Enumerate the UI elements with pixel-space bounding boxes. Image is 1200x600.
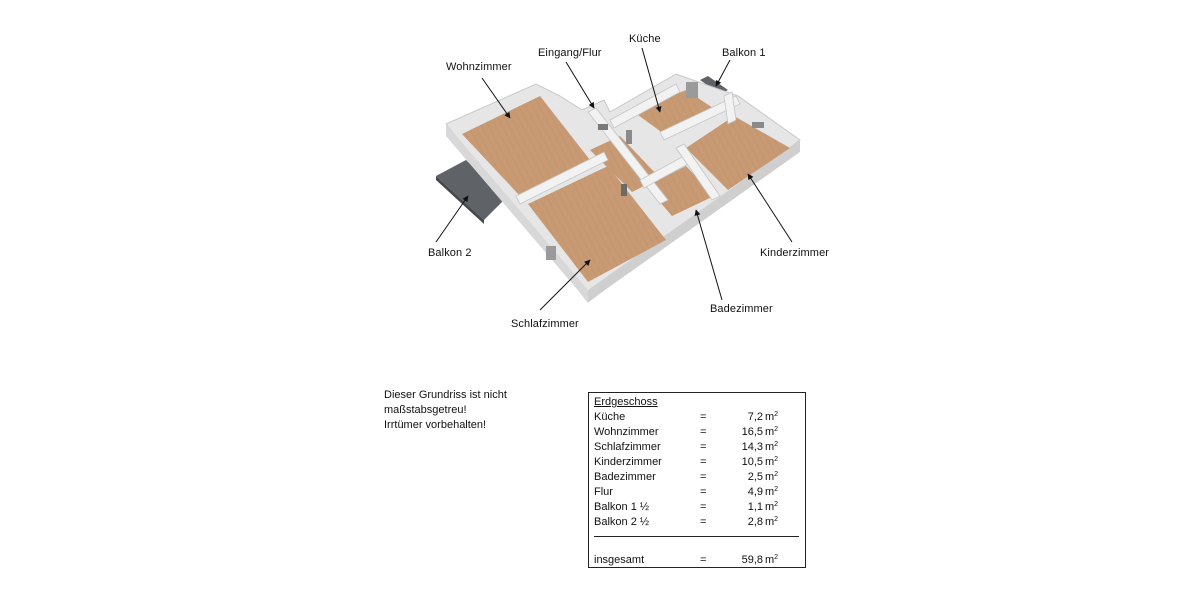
row-value: 4,9 (747, 486, 763, 498)
arrow-balkon1 (716, 60, 730, 86)
label-balkon-2: Balkon 2 (428, 247, 472, 259)
label-kueche: Küche (629, 33, 661, 45)
table-row (594, 456, 799, 470)
row-unit: $m^2$ (765, 441, 779, 453)
label-schlafzimmer: Schlafzimmer (511, 318, 579, 330)
label-kinderzimmer: Kinderzimmer (760, 247, 830, 259)
row-equals: = (700, 486, 707, 498)
total-label: insgesamt (594, 554, 645, 566)
arrow-eingang (566, 62, 594, 108)
table-row (594, 411, 799, 425)
row-unit: $m^2$ (765, 486, 779, 498)
row-name: Kinderzimmer (594, 456, 662, 468)
arrow-balkon2 (436, 196, 468, 242)
row-value: 10,5 (741, 456, 763, 468)
label-wohnzimmer: Wohnzimmer (446, 61, 512, 73)
table-total-row (594, 554, 799, 568)
table-divider (594, 536, 799, 537)
table-row (594, 471, 799, 485)
row-value: 2,5 (747, 471, 763, 483)
table-row (594, 501, 799, 515)
disclaimer-note (384, 388, 507, 433)
arrow-kinderzimmer (748, 174, 792, 242)
total-equals: = (700, 554, 707, 566)
table-row (594, 426, 799, 440)
row-equals: = (700, 411, 707, 423)
row-name: Balkon 1 ½ (594, 501, 650, 513)
total-unit: $m^2$ (765, 554, 779, 566)
row-name: Flur (594, 486, 613, 498)
row-value: 1,1 (747, 501, 763, 513)
disclaimer-line: maßstabsgetreu! (384, 404, 467, 416)
row-unit: $m^2$ (765, 516, 779, 528)
label-badezimmer: Badezimmer (710, 303, 773, 315)
row-name: Balkon 2 ½ (594, 516, 650, 528)
table-row (594, 516, 799, 530)
row-name: Wohnzimmer (594, 426, 659, 438)
row-unit: $m^2$ (765, 471, 779, 483)
total-value: 59,8 (741, 554, 763, 566)
row-equals: = (700, 501, 707, 513)
row-equals: = (700, 426, 707, 438)
disclaimer-line: Dieser Grundriss ist nicht (384, 389, 507, 401)
row-equals: = (700, 456, 707, 468)
row-value: 7,2 (747, 411, 763, 423)
row-value: 2,8 (747, 516, 763, 528)
label-balkon-1: Balkon 1 (722, 47, 766, 59)
table-heading: Erdgeschoss (594, 396, 658, 408)
row-value: 14,3 (741, 441, 763, 453)
disclaimer-line: Irrtümer vorbehalten! (384, 419, 487, 431)
row-name: Schlafzimmer (594, 441, 661, 453)
table-row (594, 441, 799, 455)
row-unit: $m^2$ (765, 501, 779, 513)
row-name: Küche (594, 411, 626, 423)
arrow-badezimmer (696, 210, 722, 300)
area-table (588, 392, 806, 568)
row-name: Badezimmer (594, 471, 656, 483)
row-equals: = (700, 516, 707, 528)
label-eingang-flur: Eingang/Flur (538, 47, 602, 59)
table-row (594, 486, 799, 500)
row-unit: $m^2$ (765, 456, 779, 468)
row-unit: $m^2$ (765, 411, 779, 423)
row-unit: $m^2$ (765, 426, 779, 438)
row-equals: = (700, 441, 707, 453)
row-equals: = (700, 471, 707, 483)
row-value: 16,5 (741, 426, 763, 438)
